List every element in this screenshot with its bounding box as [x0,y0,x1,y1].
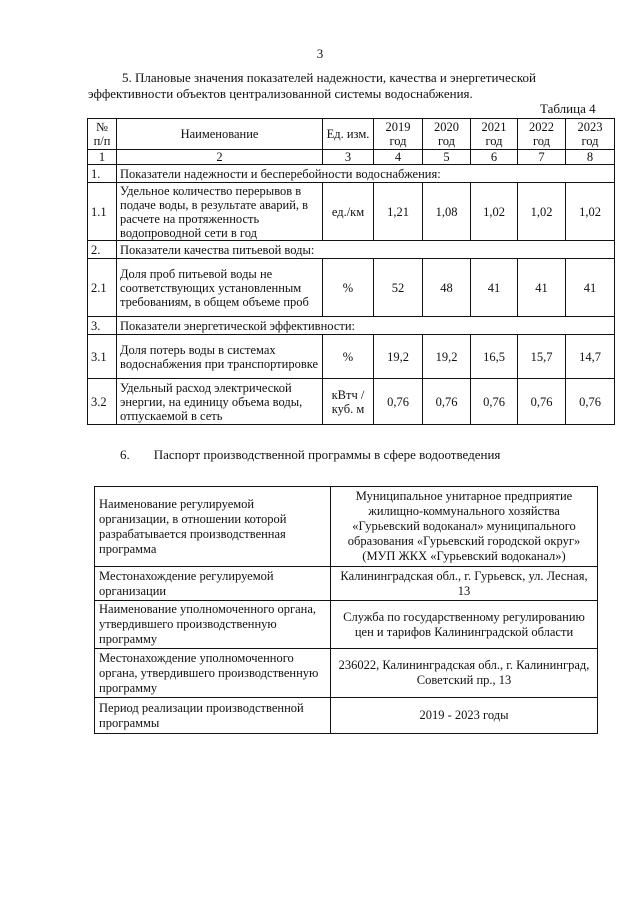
passport-label: Местонахождение уполномоченного органа, утвердившего производственную программу [95,649,331,698]
passport-value: 2019 - 2023 годы [331,698,598,734]
passport-table [94,486,598,734]
section-5-title [88,70,618,102]
page-number: 3 [316,46,324,61]
row-value-2023: 1,02 [566,183,615,241]
row-value-2020: 0,76 [423,379,471,425]
passport-label: Период реализации производственной программы [95,698,331,734]
table-row [88,183,615,241]
section-6-title [120,447,500,463]
row-num: 3.2 [88,379,117,425]
index-cell: 7 [518,150,566,165]
passport-value: 236022, Калининградская обл., г. Калининград, Советский пр., 13 [331,649,598,698]
row-value-2020: 1,08 [423,183,471,241]
table-header-row [88,119,615,150]
passport-label: Наименование регулируемой организации, в отношении которой разрабатывается производственная программа [95,487,331,567]
column-index-row [88,150,615,165]
row-name: Доля проб питьевой воды не соответствующих установленным требованиям, в общем объеме проб [117,259,323,317]
row-value-2022: 1,02 [518,183,566,241]
row-value-2020: 19,2 [423,335,471,379]
section-5-title-line-2: эффективности объектов централизованной системы водоснабжения. [88,86,473,101]
row-unit: % [323,335,374,379]
section-num: 2. [88,241,117,259]
passport-label: Наименование уполномоченного органа, утвердившего производственную программу [95,601,331,649]
row-unit: кВтч /куб. м [323,379,374,425]
row-value-2019: 19,2 [374,335,423,379]
table-row [88,259,615,317]
row-value-2023: 0,76 [566,379,615,425]
section-6-number: 6. [120,447,130,462]
section-6-text: Паспорт производственной программы в сфере водоотведения [153,447,501,462]
passport-value: Муниципальное унитарное предприятие жилищно-коммунального хозяйства «Гурьевский водоканал» муниципального образования «Гурьевский городской округ» (МУП ЖКХ «Гурьевский водоканал») [331,487,598,567]
row-value-2021: 0,76 [471,379,518,425]
row-unit: ед./км [323,183,374,241]
section-row [88,241,615,259]
row-num: 1.1 [88,183,117,241]
index-cell: 6 [471,150,518,165]
section-title: Показатели надежности и бесперебойности водоснабжения: [117,165,615,183]
table-4-label: Таблица 4 [540,101,596,116]
row-num: 2.1 [88,259,117,317]
section-title: Показатели энергетической эффективности: [117,317,615,335]
row-value-2021: 16,5 [471,335,518,379]
table-row [88,335,615,379]
row-value-2019: 0,76 [374,379,423,425]
row-name: Удельное количество перерывов в подаче воды, в результате аварий, в расчете на протяженность водопроводной сети в год [117,183,323,241]
section-title: Показатели качества питьевой воды: [117,241,615,259]
row-value-2020: 48 [423,259,471,317]
header-2021: 2021 год [471,119,518,150]
row-num: 3.1 [88,335,117,379]
passport-label: Местонахождение регулируемой организации [95,567,331,601]
row-value-2023: 14,7 [566,335,615,379]
header-2022: 2022 год [518,119,566,150]
passport-value: Калининградская обл., г. Гурьевск, ул. Лесная, 13 [331,567,598,601]
passport-value: Служба по государственному регулированию цен и тарифов Калининградской области [331,601,598,649]
passport-row [95,567,598,601]
row-unit: % [323,259,374,317]
row-value-2023: 41 [566,259,615,317]
indicators-table [87,118,615,425]
row-value-2022: 0,76 [518,379,566,425]
header-name: Наименование [117,119,323,150]
header-num: № п/п [88,119,117,150]
row-name: Доля потерь воды в системах водоснабжения при транспортировке [117,335,323,379]
table-row [88,379,615,425]
index-cell: 3 [323,150,374,165]
header-2020: 2020 год [423,119,471,150]
row-value-2021: 1,02 [471,183,518,241]
passport-row [95,698,598,734]
section-5-title-line-1: 5. Плановые значения показателей надежности, качества и энергетической [122,70,536,85]
row-value-2022: 15,7 [518,335,566,379]
section-row [88,317,615,335]
section-row [88,165,615,183]
header-2023: 2023 год [566,119,615,150]
passport-row [95,601,598,649]
index-cell: 2 [117,150,323,165]
index-cell: 5 [423,150,471,165]
header-2019: 2019 год [374,119,423,150]
row-value-2019: 52 [374,259,423,317]
header-unit: Ед. изм. [323,119,374,150]
index-cell: 4 [374,150,423,165]
row-value-2022: 41 [518,259,566,317]
passport-row [95,649,598,698]
passport-row [95,487,598,567]
section-num: 3. [88,317,117,335]
row-value-2021: 41 [471,259,518,317]
section-num: 1. [88,165,117,183]
index-cell: 1 [88,150,117,165]
index-cell: 8 [566,150,615,165]
row-value-2019: 1,21 [374,183,423,241]
row-name: Удельный расход электрической энергии, на единицу объема воды, отпускаемой в сеть [117,379,323,425]
